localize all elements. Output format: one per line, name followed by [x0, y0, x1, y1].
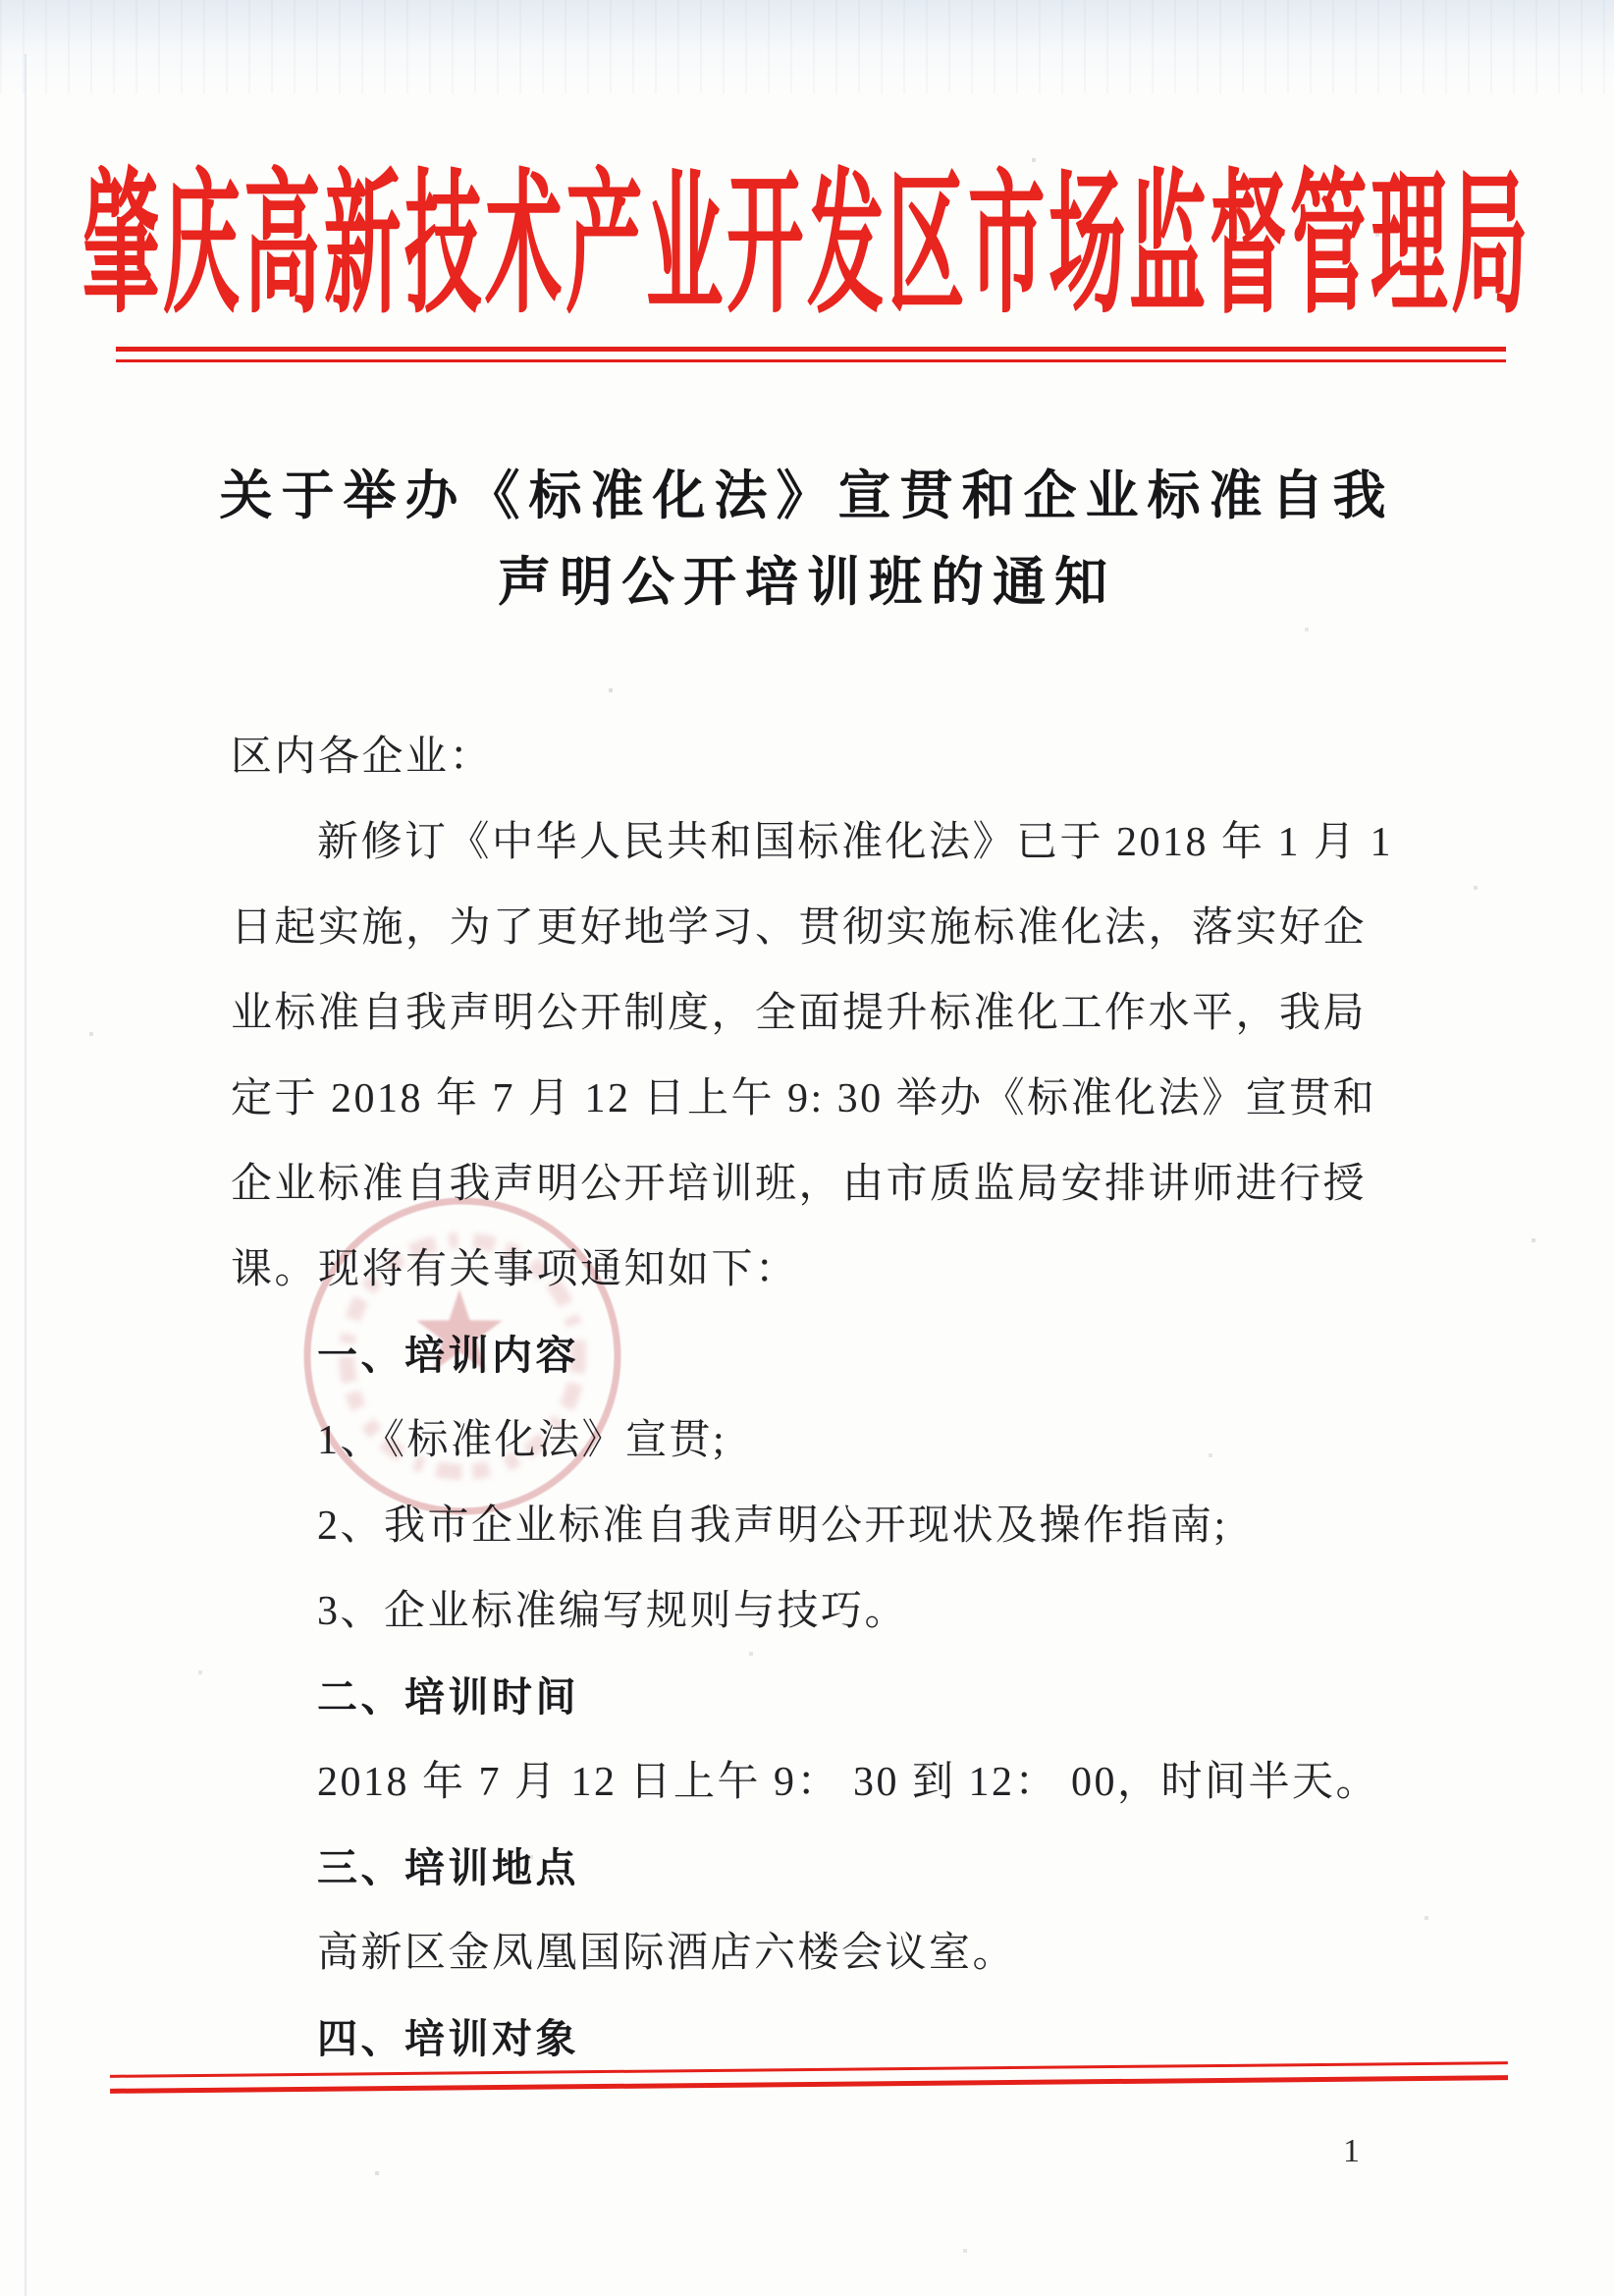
footer-rule-thick: [110, 2075, 1508, 2094]
section-heading: 一、培训内容: [317, 1333, 579, 1378]
masthead-rule-thick: [116, 347, 1506, 352]
document-title-line1: 关于举办《标准化法》宣贯和企业标准自我: [219, 466, 1395, 525]
body-line: 2、我市企业标准自我声明公开现状及操作指南;: [317, 1503, 1228, 1549]
section-heading: 三、培训地点: [317, 1845, 579, 1890]
page-number: 1: [1343, 2133, 1360, 2169]
body-line: 企业标准自我声明公开培训班，由市质监局安排讲师进行授: [231, 1162, 1368, 1207]
section-heading: 二、培训时间: [317, 1674, 579, 1720]
masthead-rule-thin: [116, 359, 1506, 362]
body-line: 2018 年 7 月 12 日上午 9： 30 到 12： 00，时间半天。: [317, 1760, 1380, 1805]
body-line: 日起实施，为了更好地学习、贯彻实施标准化法，落实好企: [231, 905, 1368, 951]
body-line: 1、《标准化法》宣贯;: [317, 1418, 727, 1463]
document-title-line2: 声明公开培训班的通知: [498, 553, 1116, 612]
body-line: 3、企业标准编写规则与技巧。: [317, 1589, 909, 1634]
body-line: 定于 2018 年 7 月 12 日上午 9: 30 举办《标准化法》宣贯和: [231, 1076, 1377, 1121]
scan-noise-specks: [0, 0, 2, 2]
agency-masthead: 肇庆高新技术产业开发区市场监督管理局: [81, 158, 1532, 332]
body-line: 区内各企业：: [231, 735, 494, 780]
body-line: 业标准自我声明公开制度，全面提升标准化工作水平，我局: [231, 991, 1368, 1036]
section-heading: 四、培训对象: [317, 2016, 579, 2061]
document-body: [231, 715, 1394, 2082]
body-line: 新修订《中华人民共和国标准化法》已于 2018 年 1 月 1: [317, 820, 1394, 865]
scan-edge-tint: [0, 0, 1614, 93]
scan-streak-line: [25, 54, 27, 2296]
body-line: 课。现将有关事项通知如下：: [231, 1247, 799, 1292]
body-line: 高新区金凤凰国际酒店六楼会议室。: [317, 1931, 1017, 1976]
